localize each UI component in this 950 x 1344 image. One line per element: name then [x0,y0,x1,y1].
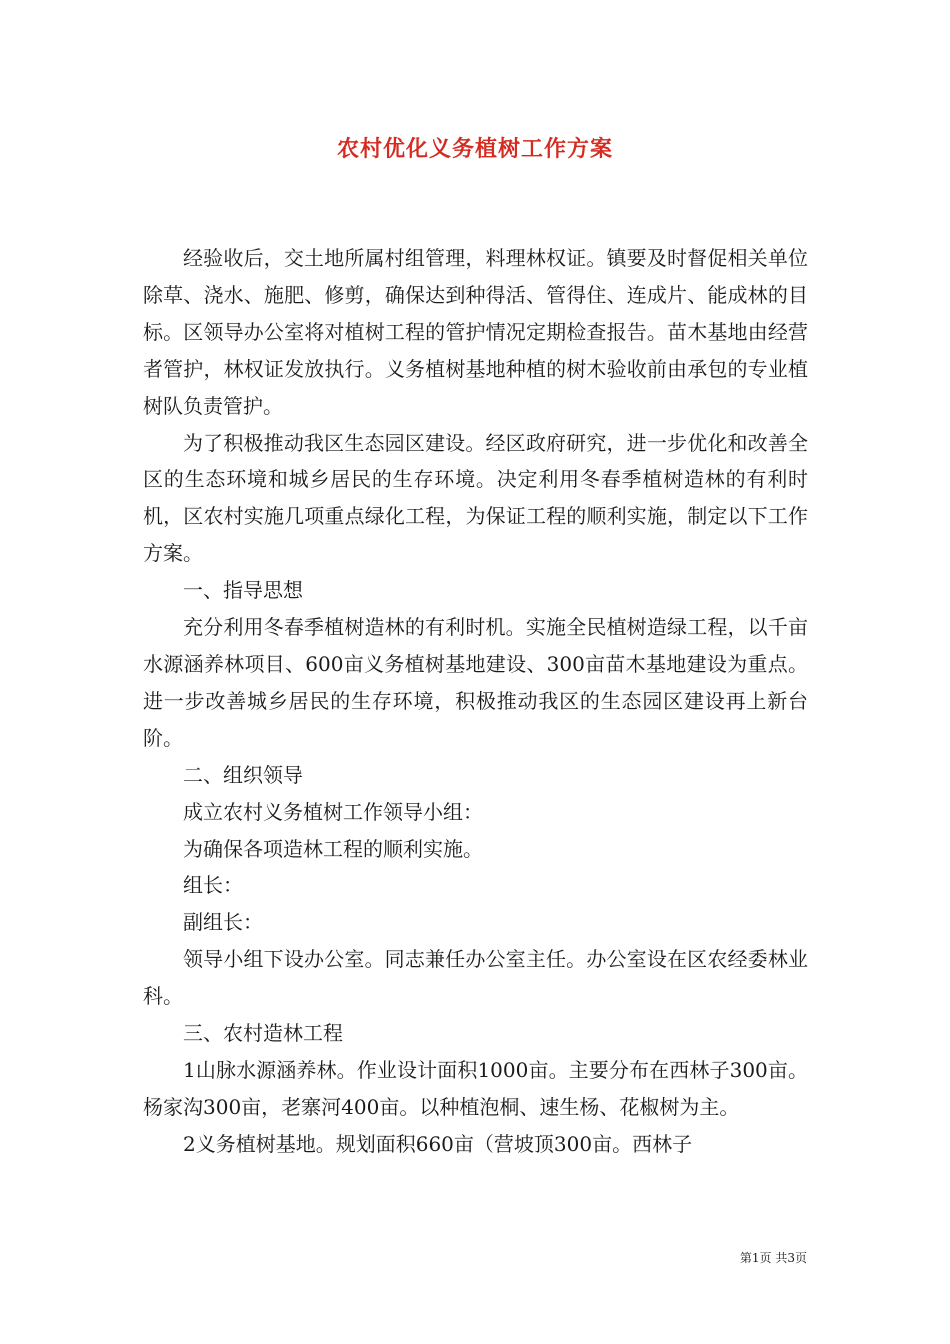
paragraph: 副组长： [183,910,263,935]
section-heading: 三、农村造林工程 [183,1021,343,1046]
section-heading: 二、组织领导 [183,762,303,787]
paragraph: 经验收后，交土地所属村组管理，料理林权证。镇要及时督促相关单位除草、浇水、施肥、修剪，确保达到种得活、管得住、连成片、能成林的目标。区领导办公室将对植树工程的管护情况定期检查报告。苗木基地由经营者管护，林权证发放执行。义务植树基地种植的树木验收前由承包的专业植树队负责管护。 [143,246,808,418]
section-heading: 一、指导思想 [183,578,303,603]
paragraph: 充分利用冬春季植树造林的有利时机。实施全民植树造绿工程，以千亩水源涵养林项目、600亩义务植树基地建设、300亩苗木基地建设为重点。进一步改善城乡居民的生存环境，积极推动我区的生态园区建设再上新台阶。 [143,615,808,750]
paragraph: 1山脉水源涵养林。作业设计面积1000亩。主要分布在西林子300亩。杨家沟300亩，老寨河400亩。以种植泡桐、速生杨、花椒树为主。 [143,1057,808,1119]
document-title: 农村优化义务植树工作方案 [336,136,613,162]
paragraph: 成立农村义务植树工作领导小组： [183,799,483,824]
paragraph: 为了积极推动我区生态园区建设。经区政府研究，进一步优化和改善全区的生态环境和城乡居民的生存环境。决定利用冬春季植树造林的有利时机，区农村实施几项重点绿化工程，为保证工程的顺利实施，制定以下工作方案。 [143,430,808,566]
paragraph: 为确保各项造林工程的顺利实施。 [183,836,483,861]
document-body [143,240,808,1163]
page-number-footer: 第1页 共3页 [739,1251,807,1265]
paragraph: 领导小组下设办公室。同志兼任办公室主任。办公室设在区农经委林业科。 [143,947,808,1009]
paragraph: 2义务植树基地。规划面积660亩（营坡顶300亩。西林子 [183,1131,693,1156]
paragraph: 组长： [183,873,243,898]
